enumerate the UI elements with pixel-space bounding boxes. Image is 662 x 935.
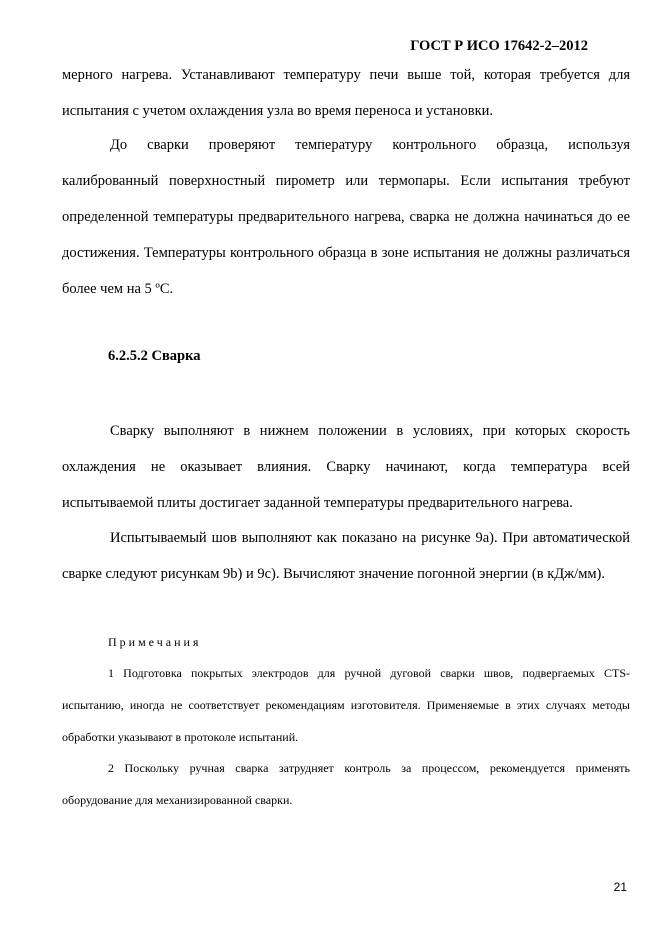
paragraph-continuation: мерного нагрева. Устанавливают температуру печи выше той, которая требуется для испытания с учетом охлаждения узла во время переноса и установки.: [62, 67, 630, 119]
page-number: 21: [613, 880, 627, 894]
standard-header: ГОСТ Р ИСО 17642-2–2012: [410, 38, 588, 54]
paragraph-temperature-check: До сварки проверяют температуру контрольного образца, используя калиброванный поверхностный пирометр или термопары. Если испытания требуют определенной температуры предварительного нагрева, сварка не должна начинаться до ее достижения. Температуры контрольного образца в зоне испытания не должны различаться более чем на 5 ºС.: [62, 137, 630, 297]
notes-title: Примечания: [108, 635, 202, 649]
note-1: 1 Подготовка покрытых электродов для ручной дуговой сварки швов, подвергаемых CTS-испытанию, иногда не соответствует рекомендациям изготовителя. Применяемые в этих случаях методы обработки указывают в протоколе испытаний.: [62, 666, 630, 744]
paragraph-test-weld: Испытываемый шов выполняют как показано на рисунке 9a). При автоматической сварке следуют рисункам 9b) и 9c). Вычисляют значение погонной энергии (в кДж/мм).: [62, 530, 630, 582]
note-2: 2 Поскольку ручная сварка затрудняет контроль за процессом, рекомендуется применять оборудование для механизированной сварки.: [62, 761, 630, 807]
paragraph-welding-conditions: Сварку выполняют в нижнем положении в условиях, при которых скорость охлаждения не оказывает влияния. Сварку начинают, когда температура всей испытываемой плиты достигает заданной температуры предварительного нагрева.: [62, 423, 630, 511]
section-heading: 6.2.5.2 Сварка: [108, 348, 201, 364]
